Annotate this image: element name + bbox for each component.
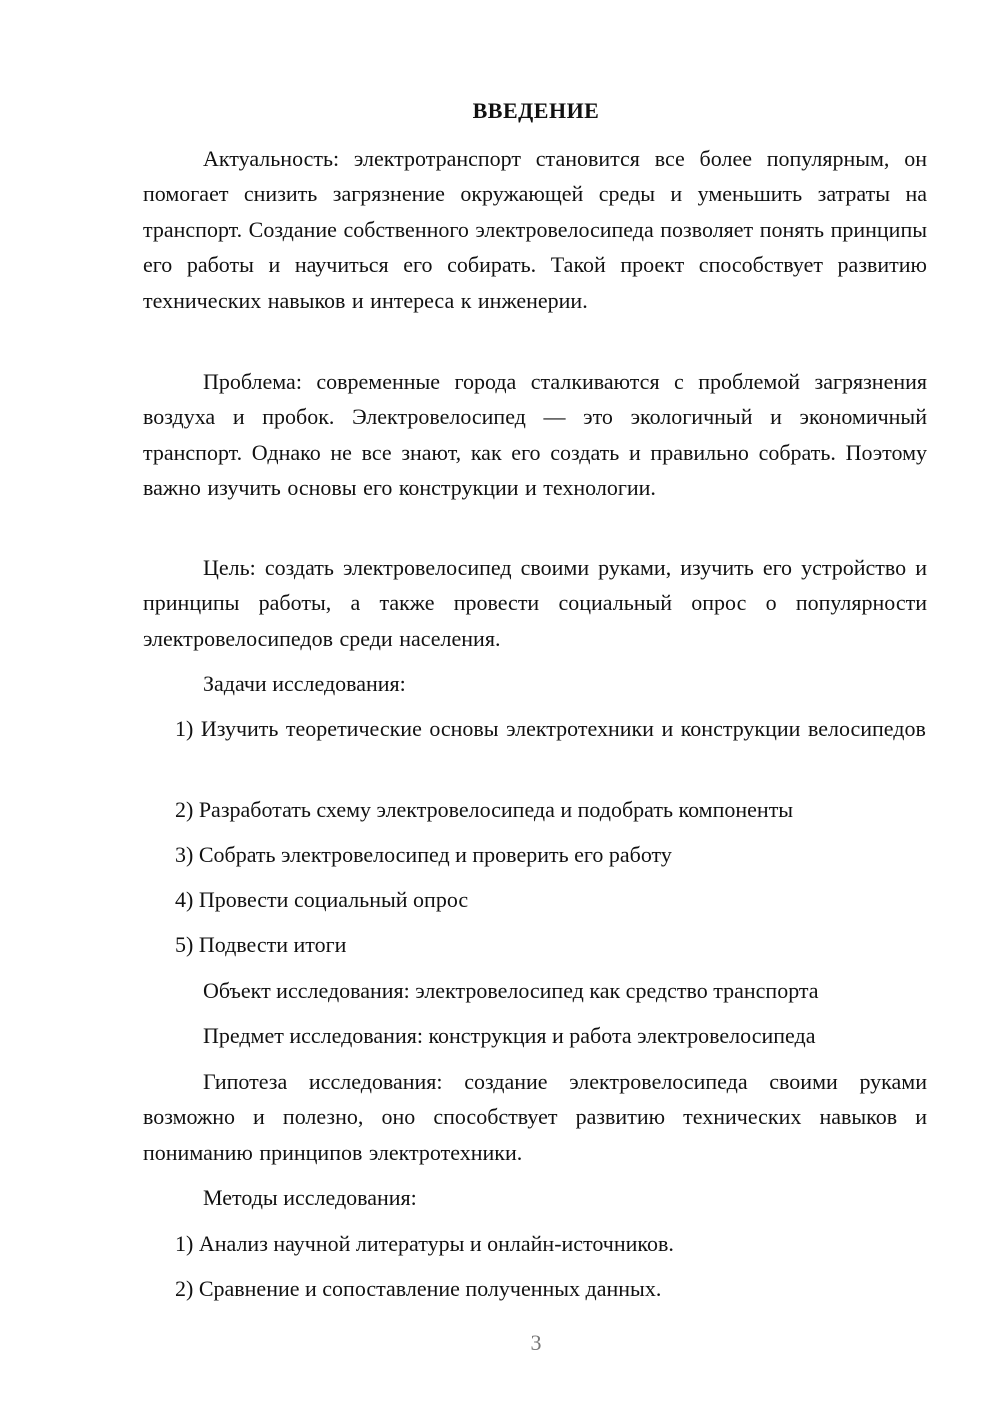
methods-title: Методы исследования: [203,1185,417,1210]
task-item-4: 4) Провести социальный опрос [175,887,469,912]
tasks-title: Задачи исследования: [203,671,406,696]
paragraph-problem: Проблема: современные города сталкиваются с проблемой загрязнения воздуха и пробок. Электровелосипед — это экологичный и экономичный транспорт. Однако не все знают, как его создать и правильно собрать. Поэтому важно изучить основы его конструкции и технологии. [143,369,927,501]
task-item-5: 5) Подвести итоги [175,932,347,957]
page-number: 3 [530,1330,542,1355]
paragraph-goal: Цель: создать электровелосипед своими руками, изучить его устройство и принципы работы, а также провести социальный опрос о популярности электровелосипедов среди населения. [143,555,927,651]
research-subject: Предмет исследования: конструкция и работа электровелосипеда [203,1023,816,1048]
task-item-1: 1) Изучить теоретические основы электротехники и конструкции велосипедов [175,716,926,741]
research-hypothesis: Гипотеза исследования: создание электровелосипеда своими руками возможно и полезно, оно способствует развитию технических навыков и пониманию принципов электротехники. [143,1069,927,1165]
page-title: ВВЕДЕНИЕ [472,98,600,123]
task-item-2: 2) Разработать схему электровелосипеда и подобрать компоненты [175,797,794,822]
method-item-1: 1) Анализ научной литературы и онлайн-источников. [175,1231,674,1256]
method-item-2: 2) Сравнение и сопоставление полученных данных. [175,1276,662,1301]
task-item-3: 3) Собрать электровелосипед и проверить его работу [175,842,672,867]
paragraph-relevance: Актуальность: электротранспорт становится все более популярным, он помогает снизить загрязнение окружающей среды и уменьшить затраты на транспорт. Создание собственного электровелосипеда позволяет понять принципы его работы и научиться его собирать. Такой проект способствует развитию технических навыков и интереса к инженерии. [143,146,927,313]
research-object: Объект исследования: электровелосипед как средство транспорта [203,978,819,1003]
